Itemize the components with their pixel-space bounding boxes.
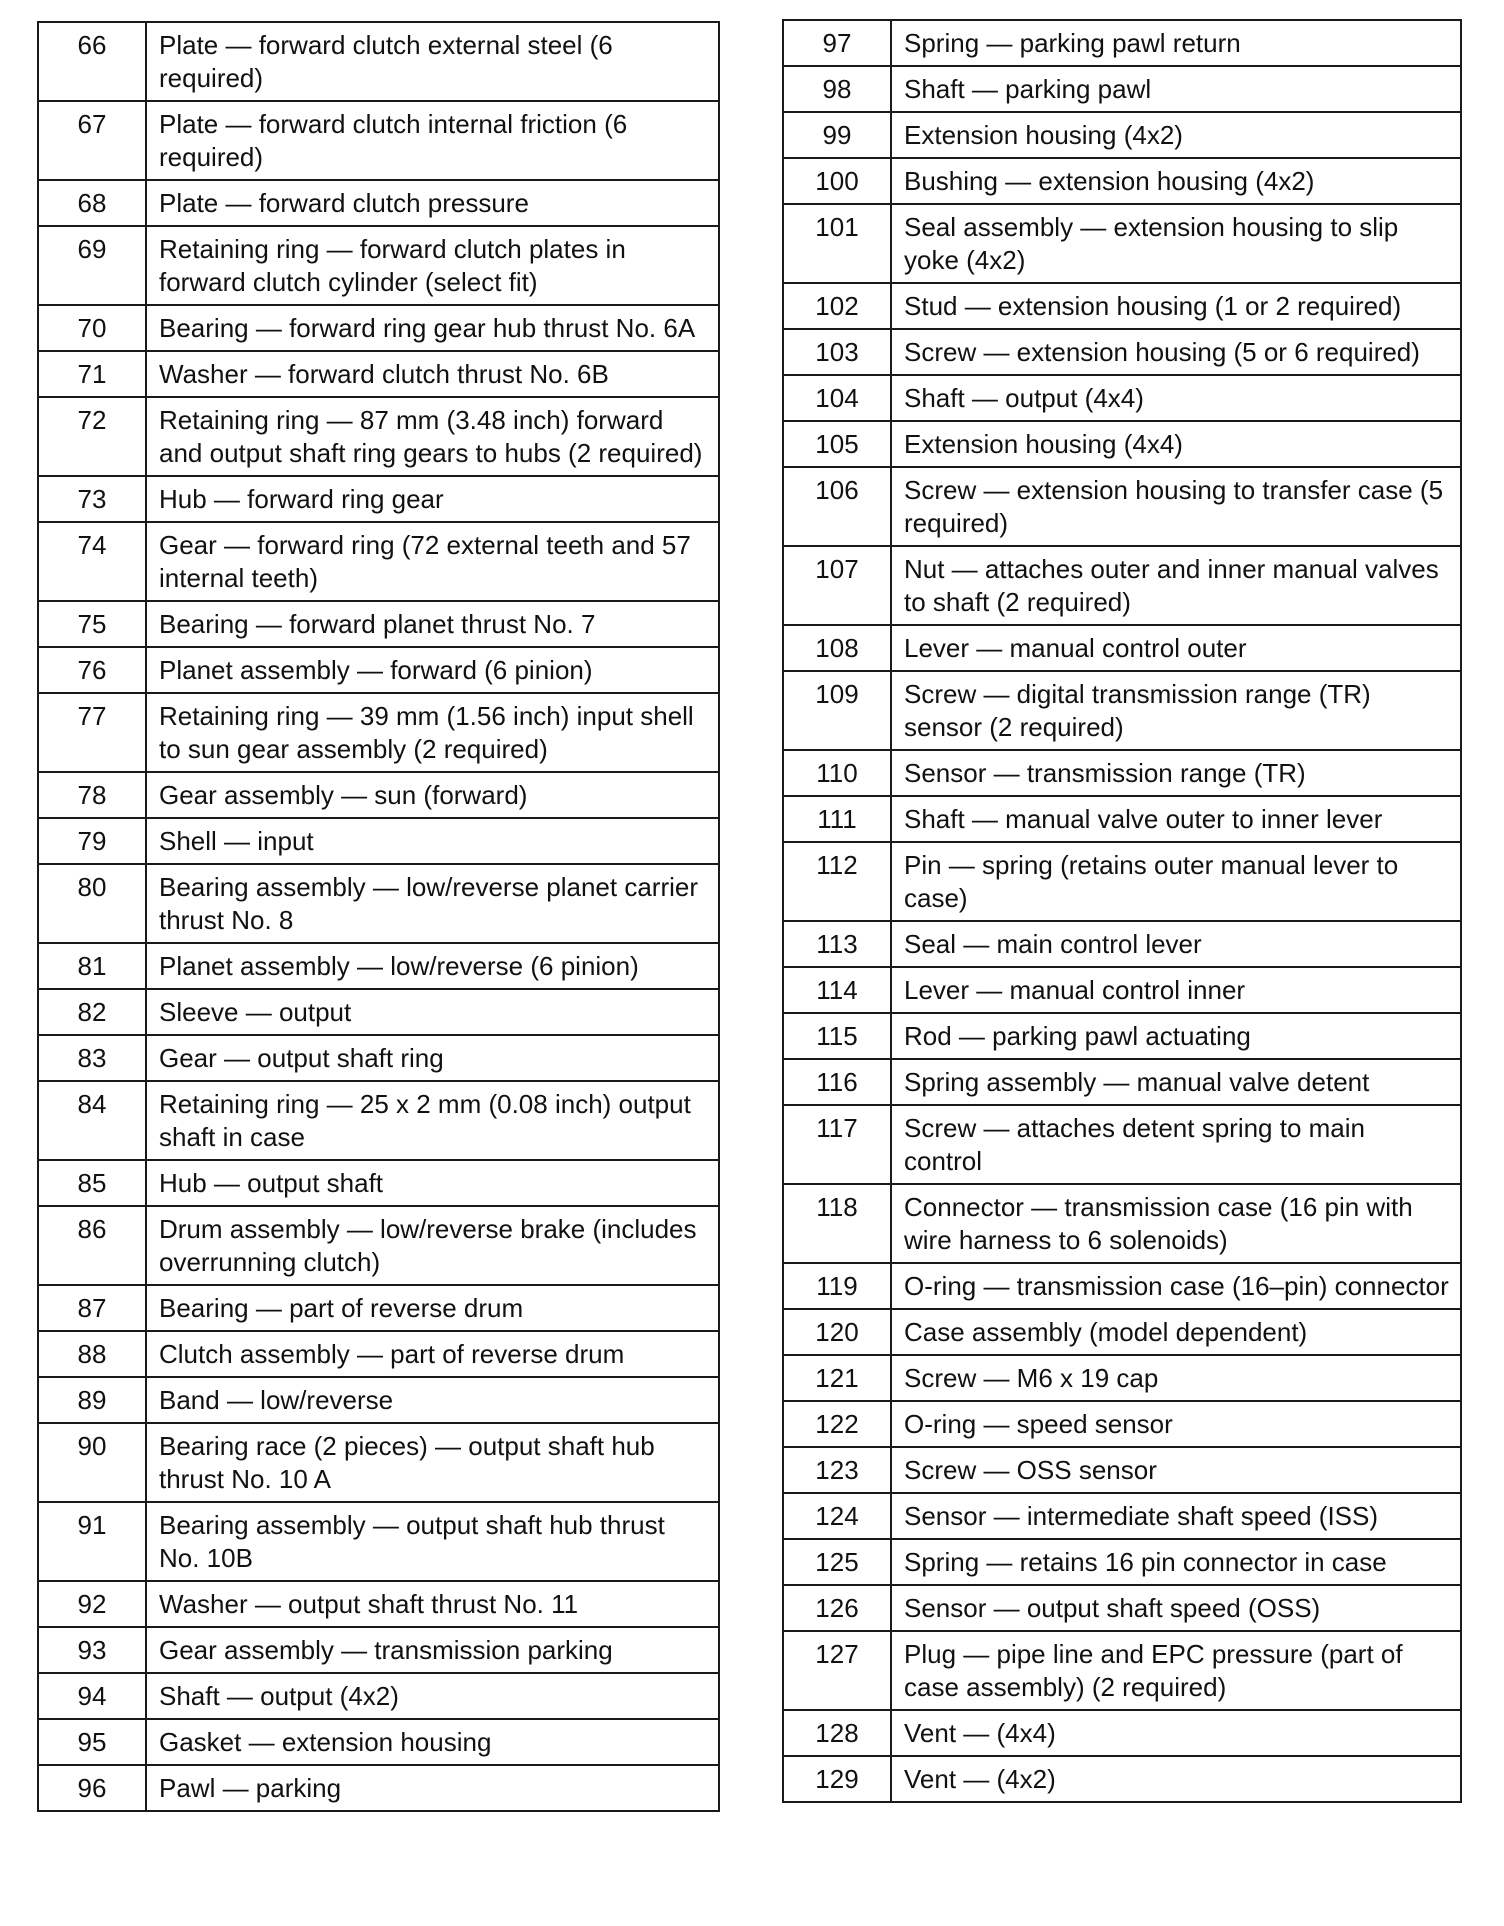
table-row: [38, 864, 719, 943]
part-number: 125: [783, 1539, 891, 1585]
table-row: [783, 1309, 1461, 1355]
table-row: [38, 1377, 719, 1423]
part-description: Screw — attaches detent spring to main control: [891, 1105, 1461, 1184]
table-row: [38, 943, 719, 989]
table-row: [783, 625, 1461, 671]
part-description: Case assembly (model dependent): [891, 1309, 1461, 1355]
part-number: 76: [38, 647, 146, 693]
table-row: [38, 1206, 719, 1285]
table-row: [38, 226, 719, 305]
part-description: Sensor — output shaft speed (OSS): [891, 1585, 1461, 1631]
table-row: [783, 1447, 1461, 1493]
part-description: Clutch assembly — part of reverse drum: [146, 1331, 719, 1377]
part-number: 104: [783, 375, 891, 421]
part-description: Drum assembly — low/reverse brake (includes overrunning clutch): [146, 1206, 719, 1285]
table-row: [783, 20, 1461, 66]
table-row: [38, 1285, 719, 1331]
table-row: [783, 158, 1461, 204]
part-description: Washer — output shaft thrust No. 11: [146, 1581, 719, 1627]
part-description: Spring — retains 16 pin connector in case: [891, 1539, 1461, 1585]
table-row: [783, 283, 1461, 329]
table-row: [38, 101, 719, 180]
part-number: 108: [783, 625, 891, 671]
part-number: 89: [38, 1377, 146, 1423]
part-number: 129: [783, 1756, 891, 1802]
table-row: [783, 967, 1461, 1013]
part-number: 92: [38, 1581, 146, 1627]
table-row: [783, 1355, 1461, 1401]
table-row: [783, 1059, 1461, 1105]
part-number: 84: [38, 1081, 146, 1160]
table-row: [783, 375, 1461, 421]
part-description: Shaft — output (4x4): [891, 375, 1461, 421]
part-number: 98: [783, 66, 891, 112]
part-description: Hub — output shaft: [146, 1160, 719, 1206]
part-description: Bushing — extension housing (4x2): [891, 158, 1461, 204]
part-description: Connector — transmission case (16 pin with wire harness to 6 solenoids): [891, 1184, 1461, 1263]
part-number: 75: [38, 601, 146, 647]
part-number: 119: [783, 1263, 891, 1309]
table-row: [38, 1719, 719, 1765]
table-row: [783, 1013, 1461, 1059]
part-description: Sensor — transmission range (TR): [891, 750, 1461, 796]
table-row: [38, 397, 719, 476]
part-number: 91: [38, 1502, 146, 1581]
part-description: Rod — parking pawl actuating: [891, 1013, 1461, 1059]
part-description: Retaining ring — forward clutch plates in forward clutch cylinder (select fit): [146, 226, 719, 305]
part-description: Seal assembly — extension housing to slip yoke (4x2): [891, 204, 1461, 283]
part-number: 126: [783, 1585, 891, 1631]
table-row: [38, 1765, 719, 1811]
part-number: 69: [38, 226, 146, 305]
table-row: [783, 1710, 1461, 1756]
part-description: Spring assembly — manual valve detent: [891, 1059, 1461, 1105]
part-number: 114: [783, 967, 891, 1013]
part-number: 78: [38, 772, 146, 818]
table-row: [783, 467, 1461, 546]
table-row: [38, 1423, 719, 1502]
parts-table-right-body: [783, 20, 1461, 1802]
part-number: 95: [38, 1719, 146, 1765]
part-number: 66: [38, 22, 146, 101]
part-number: 73: [38, 476, 146, 522]
part-description: Washer — forward clutch thrust No. 6B: [146, 351, 719, 397]
part-description: Pawl — parking: [146, 1765, 719, 1811]
part-description: Lever — manual control inner: [891, 967, 1461, 1013]
part-number: 128: [783, 1710, 891, 1756]
part-number: 127: [783, 1631, 891, 1710]
table-row: [783, 421, 1461, 467]
part-description: Retaining ring — 25 x 2 mm (0.08 inch) output shaft in case: [146, 1081, 719, 1160]
part-number: 103: [783, 329, 891, 375]
part-number: 94: [38, 1673, 146, 1719]
table-row: [783, 1184, 1461, 1263]
part-description: Gasket — extension housing: [146, 1719, 719, 1765]
part-number: 67: [38, 101, 146, 180]
part-description: Shell — input: [146, 818, 719, 864]
part-description: Plug — pipe line and EPC pressure (part of case assembly) (2 required): [891, 1631, 1461, 1710]
part-number: 77: [38, 693, 146, 772]
part-description: Bearing — forward ring gear hub thrust No. 6A: [146, 305, 719, 351]
part-number: 118: [783, 1184, 891, 1263]
part-number: 82: [38, 989, 146, 1035]
part-description: Stud — extension housing (1 or 2 required): [891, 283, 1461, 329]
table-row: [38, 601, 719, 647]
table-row: [38, 772, 719, 818]
part-number: 112: [783, 842, 891, 921]
part-number: 70: [38, 305, 146, 351]
part-number: 102: [783, 283, 891, 329]
table-row: [38, 1673, 719, 1719]
part-description: Retaining ring — 39 mm (1.56 inch) input shell to sun gear assembly (2 required): [146, 693, 719, 772]
part-number: 120: [783, 1309, 891, 1355]
table-row: [783, 1756, 1461, 1802]
table-row: [38, 1581, 719, 1627]
table-row: [783, 1585, 1461, 1631]
part-number: 99: [783, 112, 891, 158]
part-description: Screw — OSS sensor: [891, 1447, 1461, 1493]
table-row: [38, 693, 719, 772]
part-number: 101: [783, 204, 891, 283]
part-description: Sensor — intermediate shaft speed (ISS): [891, 1493, 1461, 1539]
table-row: [38, 305, 719, 351]
part-description: Seal — main control lever: [891, 921, 1461, 967]
part-description: Gear assembly — transmission parking: [146, 1627, 719, 1673]
part-description: Extension housing (4x4): [891, 421, 1461, 467]
part-description: Retaining ring — 87 mm (3.48 inch) forward and output shaft ring gears to hubs (2 required): [146, 397, 719, 476]
part-description: Plate — forward clutch internal friction (6 required): [146, 101, 719, 180]
table-row: [38, 1502, 719, 1581]
part-number: 106: [783, 467, 891, 546]
table-row: [783, 66, 1461, 112]
part-number: 121: [783, 1355, 891, 1401]
part-number: 109: [783, 671, 891, 750]
table-row: [783, 842, 1461, 921]
part-description: Shaft — output (4x2): [146, 1673, 719, 1719]
table-row: [783, 1631, 1461, 1710]
table-row: [38, 1627, 719, 1673]
part-description: Vent — (4x4): [891, 1710, 1461, 1756]
table-row: [38, 1160, 719, 1206]
part-description: Bearing race (2 pieces) — output shaft hub thrust No. 10 A: [146, 1423, 719, 1502]
part-number: 111: [783, 796, 891, 842]
part-number: 88: [38, 1331, 146, 1377]
table-row: [38, 989, 719, 1035]
table-row: [783, 1105, 1461, 1184]
table-row: [38, 22, 719, 101]
table-row: [783, 1539, 1461, 1585]
table-row: [38, 647, 719, 693]
part-description: Bearing — forward planet thrust No. 7: [146, 601, 719, 647]
part-number: 80: [38, 864, 146, 943]
part-description: Bearing — part of reverse drum: [146, 1285, 719, 1331]
table-row: [783, 204, 1461, 283]
part-description: Hub — forward ring gear: [146, 476, 719, 522]
part-description: O-ring — speed sensor: [891, 1401, 1461, 1447]
part-number: 117: [783, 1105, 891, 1184]
part-description: Plate — forward clutch pressure: [146, 180, 719, 226]
part-number: 85: [38, 1160, 146, 1206]
part-description: Bearing assembly — low/reverse planet carrier thrust No. 8: [146, 864, 719, 943]
part-description: Extension housing (4x2): [891, 112, 1461, 158]
part-description: Gear — output shaft ring: [146, 1035, 719, 1081]
part-number: 122: [783, 1401, 891, 1447]
part-description: Nut — attaches outer and inner manual valves to shaft (2 required): [891, 546, 1461, 625]
table-row: [783, 671, 1461, 750]
part-description: Shaft — manual valve outer to inner lever: [891, 796, 1461, 842]
table-row: [783, 546, 1461, 625]
part-number: 113: [783, 921, 891, 967]
part-number: 79: [38, 818, 146, 864]
parts-table-left-body: [38, 22, 719, 1811]
part-description: Spring — parking pawl return: [891, 20, 1461, 66]
table-row: [38, 476, 719, 522]
part-number: 74: [38, 522, 146, 601]
part-description: O-ring — transmission case (16–pin) connector: [891, 1263, 1461, 1309]
table-row: [38, 351, 719, 397]
part-number: 96: [38, 1765, 146, 1811]
part-number: 100: [783, 158, 891, 204]
part-number: 90: [38, 1423, 146, 1502]
part-description: Gear — forward ring (72 external teeth and 57 internal teeth): [146, 522, 719, 601]
part-number: 107: [783, 546, 891, 625]
part-description: Screw — extension housing to transfer case (5 required): [891, 467, 1461, 546]
part-description: Band — low/reverse: [146, 1377, 719, 1423]
table-row: [38, 522, 719, 601]
table-row: [38, 1035, 719, 1081]
table-row: [783, 112, 1461, 158]
part-description: Bearing assembly — output shaft hub thrust No. 10B: [146, 1502, 719, 1581]
part-number: 115: [783, 1013, 891, 1059]
part-description: Planet assembly — forward (6 pinion): [146, 647, 719, 693]
part-description: Screw — M6 x 19 cap: [891, 1355, 1461, 1401]
part-description: Shaft — parking pawl: [891, 66, 1461, 112]
part-number: 124: [783, 1493, 891, 1539]
part-number: 81: [38, 943, 146, 989]
part-description: Pin — spring (retains outer manual lever to case): [891, 842, 1461, 921]
part-number: 86: [38, 1206, 146, 1285]
table-row: [38, 1081, 719, 1160]
parts-table-left: [37, 21, 720, 1812]
table-row: [783, 329, 1461, 375]
part-description: Vent — (4x2): [891, 1756, 1461, 1802]
part-description: Planet assembly — low/reverse (6 pinion): [146, 943, 719, 989]
table-row: [38, 818, 719, 864]
part-number: 116: [783, 1059, 891, 1105]
part-number: 97: [783, 20, 891, 66]
table-row: [783, 796, 1461, 842]
part-description: Screw — digital transmission range (TR) sensor (2 required): [891, 671, 1461, 750]
part-number: 105: [783, 421, 891, 467]
part-description: Sleeve — output: [146, 989, 719, 1035]
table-row: [783, 1493, 1461, 1539]
table-row: [783, 921, 1461, 967]
part-number: 87: [38, 1285, 146, 1331]
part-description: Plate — forward clutch external steel (6 required): [146, 22, 719, 101]
part-description: Lever — manual control outer: [891, 625, 1461, 671]
part-number: 68: [38, 180, 146, 226]
part-number: 110: [783, 750, 891, 796]
part-number: 83: [38, 1035, 146, 1081]
part-number: 123: [783, 1447, 891, 1493]
part-number: 72: [38, 397, 146, 476]
part-number: 71: [38, 351, 146, 397]
table-row: [38, 180, 719, 226]
table-row: [38, 1331, 719, 1377]
part-description: Screw — extension housing (5 or 6 required): [891, 329, 1461, 375]
parts-table-right: [782, 19, 1462, 1803]
part-description: Gear assembly — sun (forward): [146, 772, 719, 818]
table-row: [783, 1263, 1461, 1309]
part-number: 93: [38, 1627, 146, 1673]
table-row: [783, 750, 1461, 796]
table-row: [783, 1401, 1461, 1447]
